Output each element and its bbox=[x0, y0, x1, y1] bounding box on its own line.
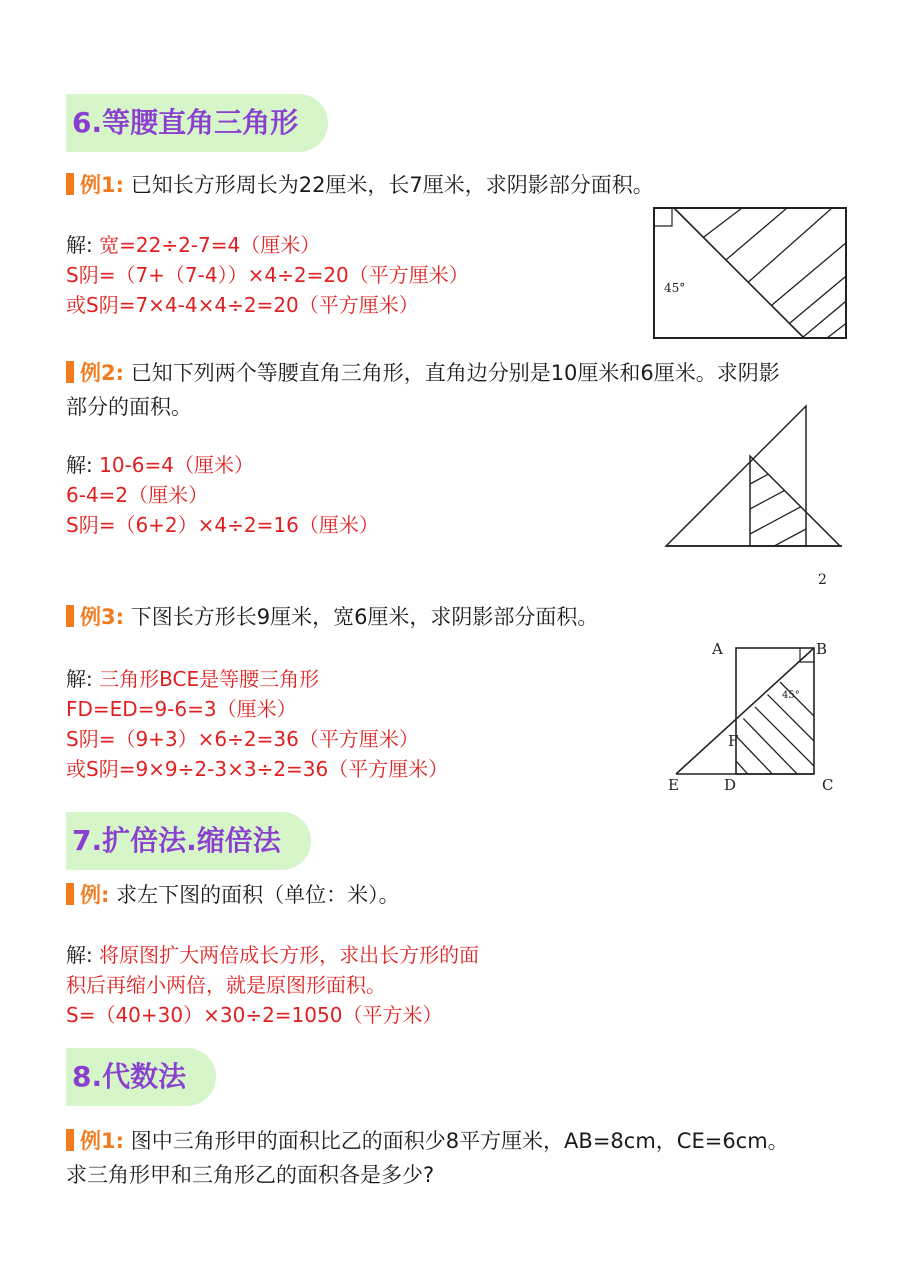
figure-two-triangles bbox=[662, 404, 852, 592]
example-label: 例: bbox=[80, 883, 110, 907]
question-text: 已知下列两个等腰直角三角形，直角边分别是10厘米和6厘米。求阴影 bbox=[130, 361, 780, 385]
orange-marker bbox=[66, 173, 74, 195]
section-title-6: 6.等腰直角三角形 bbox=[66, 94, 328, 152]
question-text: 图中三角形甲的面积比乙的面积少8平方厘米，AB=8cm，CE=6cm。 bbox=[130, 1129, 789, 1153]
example-3-question bbox=[66, 600, 598, 634]
orange-marker bbox=[66, 883, 74, 905]
question-text: 部分的面积。 bbox=[66, 395, 192, 419]
orange-marker bbox=[66, 361, 74, 383]
solution-line: S阴=（9+3）×6÷2=36（平方厘米） bbox=[66, 727, 419, 751]
question-text: 已知长方形周长为22厘米，长7厘米，求阴影部分面积。 bbox=[130, 173, 654, 197]
solution-prefix: 解: bbox=[66, 943, 93, 967]
point-label-b: B bbox=[816, 640, 828, 658]
example-7-question bbox=[66, 878, 400, 912]
orange-marker bbox=[66, 1129, 74, 1151]
solution-line: 将原图扩大两倍成长方形，求出长方形的面 bbox=[99, 943, 480, 967]
solution-prefix: 解: bbox=[66, 233, 93, 257]
angle-label: 45° bbox=[782, 690, 800, 701]
solution-line: 10-6=4（厘米） bbox=[99, 453, 254, 477]
angle-label: 45° bbox=[664, 281, 686, 295]
solution-line: 或S阴=7×4-4×4÷2=20（平方厘米） bbox=[66, 293, 419, 317]
figure-rectangle-abcd bbox=[664, 636, 844, 800]
figure-rectangle-shaded bbox=[652, 206, 848, 340]
point-label-a: A bbox=[712, 640, 723, 658]
example-1-solution bbox=[66, 230, 469, 320]
point-label-f: F bbox=[728, 732, 739, 750]
point-label-c: C bbox=[822, 776, 834, 794]
orange-marker bbox=[66, 605, 74, 627]
solution-line: 6-4=2（厘米） bbox=[66, 483, 209, 507]
example-3-solution bbox=[66, 664, 448, 784]
example-2-solution bbox=[66, 450, 379, 540]
question-text: 下图长方形长9厘米，宽6厘米，求阴影部分面积。 bbox=[130, 605, 599, 629]
example-label: 例1: bbox=[80, 173, 125, 197]
point-label-d: D bbox=[724, 776, 737, 794]
example-7-solution bbox=[66, 940, 479, 1030]
example-label: 例1: bbox=[80, 1129, 125, 1153]
solution-prefix: 解: bbox=[66, 667, 93, 691]
figure-caption: 2 bbox=[818, 572, 827, 588]
example-1-question bbox=[66, 168, 654, 202]
solution-line: 三角形BCE是等腰三角形 bbox=[99, 667, 320, 691]
section-title-8: 8.代数法 bbox=[66, 1048, 216, 1106]
point-label-e: E bbox=[668, 776, 679, 794]
solution-line: S=（40+30）×30÷2=1050（平方米） bbox=[66, 1003, 443, 1027]
solution-line: 积后再缩小两倍，就是原图形面积。 bbox=[66, 973, 386, 997]
solution-line: 宽=22÷2-7=4（厘米） bbox=[99, 233, 321, 257]
example-label: 例3: bbox=[80, 605, 125, 629]
question-text: 求三角形甲和三角形乙的面积各是多少? bbox=[66, 1163, 435, 1187]
solution-line: S阴=（6+2）×4÷2=16（厘米） bbox=[66, 513, 379, 537]
solution-line: FD=ED=9-6=3（厘米） bbox=[66, 697, 297, 721]
solution-prefix: 解: bbox=[66, 453, 93, 477]
question-text: 求左下图的面积（单位：米）。 bbox=[116, 883, 400, 907]
solution-line: S阴=（7+（7-4））×4÷2=20（平方厘米） bbox=[66, 263, 469, 287]
example-8-question bbox=[66, 1124, 789, 1192]
solution-line: 或S阴=9×9÷2-3×3÷2=36（平方厘米） bbox=[66, 757, 449, 781]
example-label: 例2: bbox=[80, 361, 125, 385]
section-title-7: 7.扩倍法.缩倍法 bbox=[66, 812, 311, 870]
